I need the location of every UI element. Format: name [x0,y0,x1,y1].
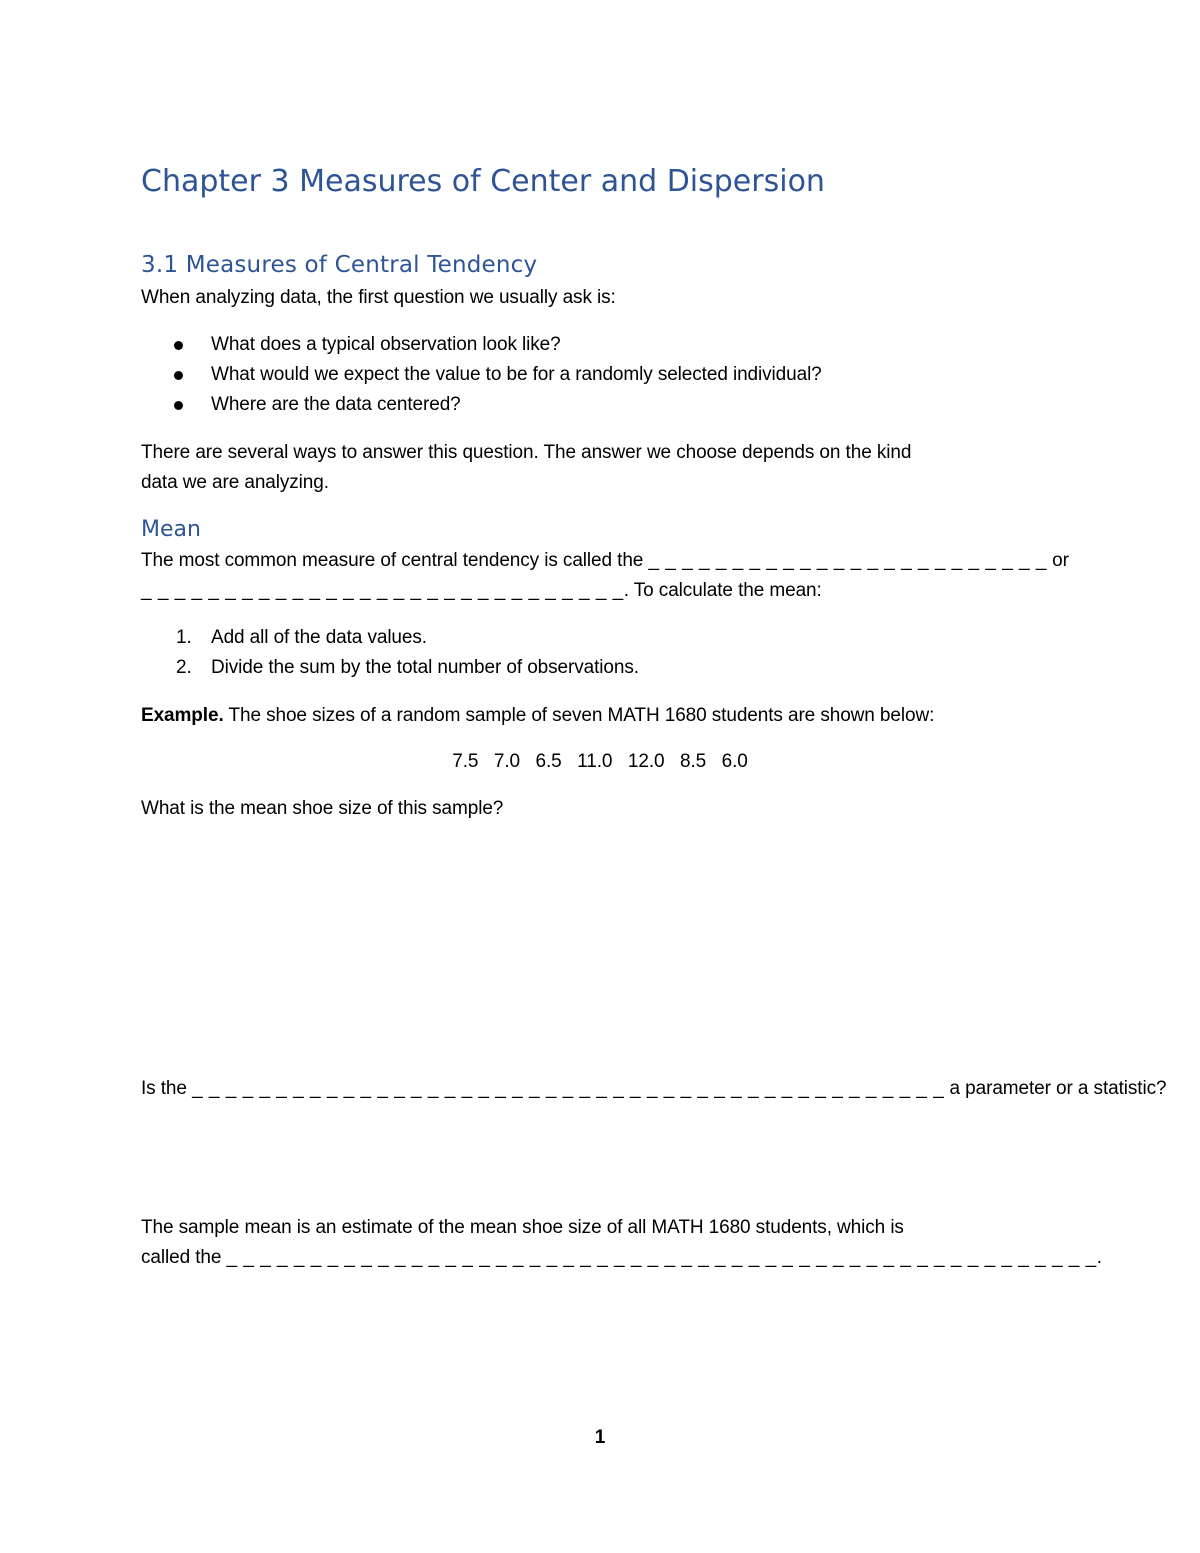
text-segment: a parameter or a statistic? [944,1078,1167,1099]
paragraph-line [141,576,1041,606]
example-text: The shoe sizes of a random sample of seven MATH 1680 students are shown below: [223,705,935,726]
list-item [141,360,822,390]
list-item [141,623,639,653]
bullet-list [141,330,822,420]
paragraph-line [141,1243,1102,1273]
paragraph-line [141,546,1069,576]
text-segment: The most common measure of central tendency is called the [141,550,649,571]
example-label: Example. [141,705,224,726]
bullet-icon [174,401,183,410]
bullet-icon [174,341,183,350]
step-text: Divide the sum by the total number of observations. [211,657,639,678]
intro-paragraph: When analyzing data, the first question we usually ask is: [141,287,616,308]
section-title: 3.1 Measures of Central Tendency [141,252,538,278]
bullet-text: Where are the data centered? [211,394,461,415]
bullet-text: What would we expect the value to be for a randomly selected individual? [211,364,822,385]
chapter-title: Chapter 3 Measures of Center and Dispersion [141,164,825,199]
fill-in-blank: _ _ _ _ _ _ _ _ _ _ _ _ _ _ _ _ _ _ _ _ _ _ _ _ _ _ _ _ _ [141,580,624,601]
paragraph-line: The sample mean is an estimate of the mean shoe size of all MATH 1680 students, which is [141,1217,904,1238]
bullet-text: What does a typical observation look like? [211,334,561,355]
example-paragraph [141,701,934,731]
step-number: 1. [176,627,192,648]
text-segment: called the [141,1247,227,1268]
fill-in-blank: _ _ _ _ _ _ _ _ _ _ _ _ _ _ _ _ _ _ _ _ _ _ _ _ _ _ _ _ _ _ _ _ _ _ _ _ _ _ _ _ _ _ _ _ _ [192,1078,945,1099]
paragraph-several-ways [141,438,1041,498]
data-values: 7.5 7.0 6.5 11.0 12.0 8.5 6.0 [452,751,748,772]
page-number: 1 [594,1427,606,1448]
list-item [141,390,822,420]
paragraph-line: data we are analyzing. [141,472,329,493]
text-segment: Is the [141,1078,193,1099]
numbered-steps [141,623,639,683]
text-segment: . To calculate the mean: [623,580,822,601]
paragraph-common-measure [141,546,1069,606]
bullet-icon [174,371,183,380]
step-number: 2. [176,657,192,678]
list-item [141,653,639,683]
fill-in-blank: _ _ _ _ _ _ _ _ _ _ _ _ _ _ _ _ _ _ _ _ _ _ _ _ [648,550,1047,571]
paragraph-line: There are several ways to answer this question. The answer we choose depends on the kind [141,442,912,463]
list-item [141,330,822,360]
fill-in-blank: _ _ _ _ _ _ _ _ _ _ _ _ _ _ _ _ _ _ _ _ _ _ _ _ _ _ _ _ _ _ _ _ _ _ _ _ _ _ _ _ _ _ _ _ _ _ _ _ _ _ _ _ [226,1247,1097,1268]
mean-heading: Mean [141,517,201,542]
step-text: Add all of the data values. [211,627,427,648]
question-parameter [141,1074,1166,1104]
paragraph-sample-mean [141,1213,1102,1273]
text-segment: or [1046,550,1069,571]
text-segment: . [1096,1247,1102,1268]
question-mean: What is the mean shoe size of this sample? [141,798,504,819]
